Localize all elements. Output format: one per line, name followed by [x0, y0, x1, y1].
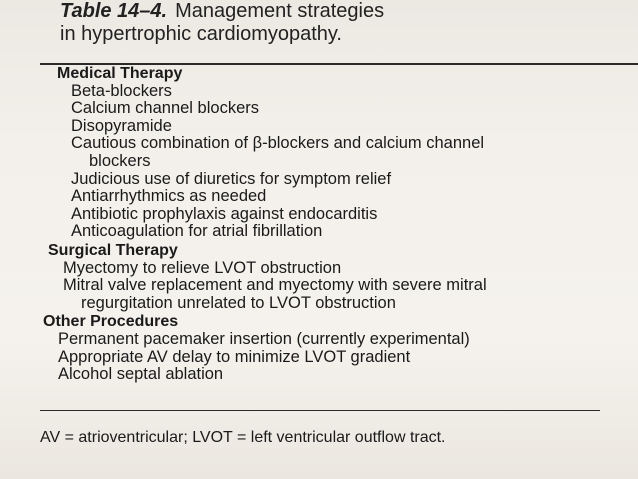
list-item: Antibiotic prophylaxis against endocarditis [71, 204, 378, 223]
list-item [63, 277, 638, 312]
list-item-text: Mitral valve replacement and myectomy with severe mitral [63, 276, 487, 295]
section-heading: Surgical Therapy [48, 241, 178, 259]
section-heading: Medical Therapy [57, 65, 183, 82]
table-footnote: AV = atrioventricular; LVOT = left ventricular outflow tract. [40, 429, 446, 446]
list-item: Disopyramide [71, 116, 172, 135]
list-item: Alcohol septal ablation [58, 365, 224, 384]
title-line-1 [60, 0, 620, 23]
list-item-text: Cautious combination of β-blockers and calcium channel [71, 134, 485, 153]
table-title-line-1: Management strategies [175, 0, 385, 22]
list-item: Permanent pacemaker insertion (currently experimental) [58, 329, 470, 348]
section-other-procedures [43, 312, 638, 383]
list-item: Myectomy to relieve LVOT obstruction [63, 258, 342, 277]
list-item: Calcium channel blockers [71, 99, 260, 118]
table-body [0, 64, 638, 384]
table-number: Table 14–4. [60, 0, 168, 22]
list-item-continuation: regurgitation unrelated to LVOT obstruction [81, 293, 396, 312]
table-title [60, 0, 620, 46]
section-heading: Other Procedures [43, 313, 179, 331]
list-item: Beta-blockers [71, 81, 172, 100]
list-item-continuation: blockers [89, 151, 151, 170]
list-item: Anticoagulation for atrial fibrillation [71, 222, 323, 241]
list-item: Appropriate AV delay to minimize LVOT gradient [58, 347, 411, 366]
bottom-rule [40, 410, 600, 411]
section-medical-therapy [57, 64, 638, 241]
list-item: Judicious use of diuretics for symptom relief [71, 169, 392, 188]
section-surgical-therapy [48, 241, 638, 312]
list-item: Antiarrhythmics as needed [71, 187, 267, 206]
table-title-line-2: in hypertrophic cardiomyopathy. [60, 23, 342, 45]
list-item [71, 135, 638, 170]
